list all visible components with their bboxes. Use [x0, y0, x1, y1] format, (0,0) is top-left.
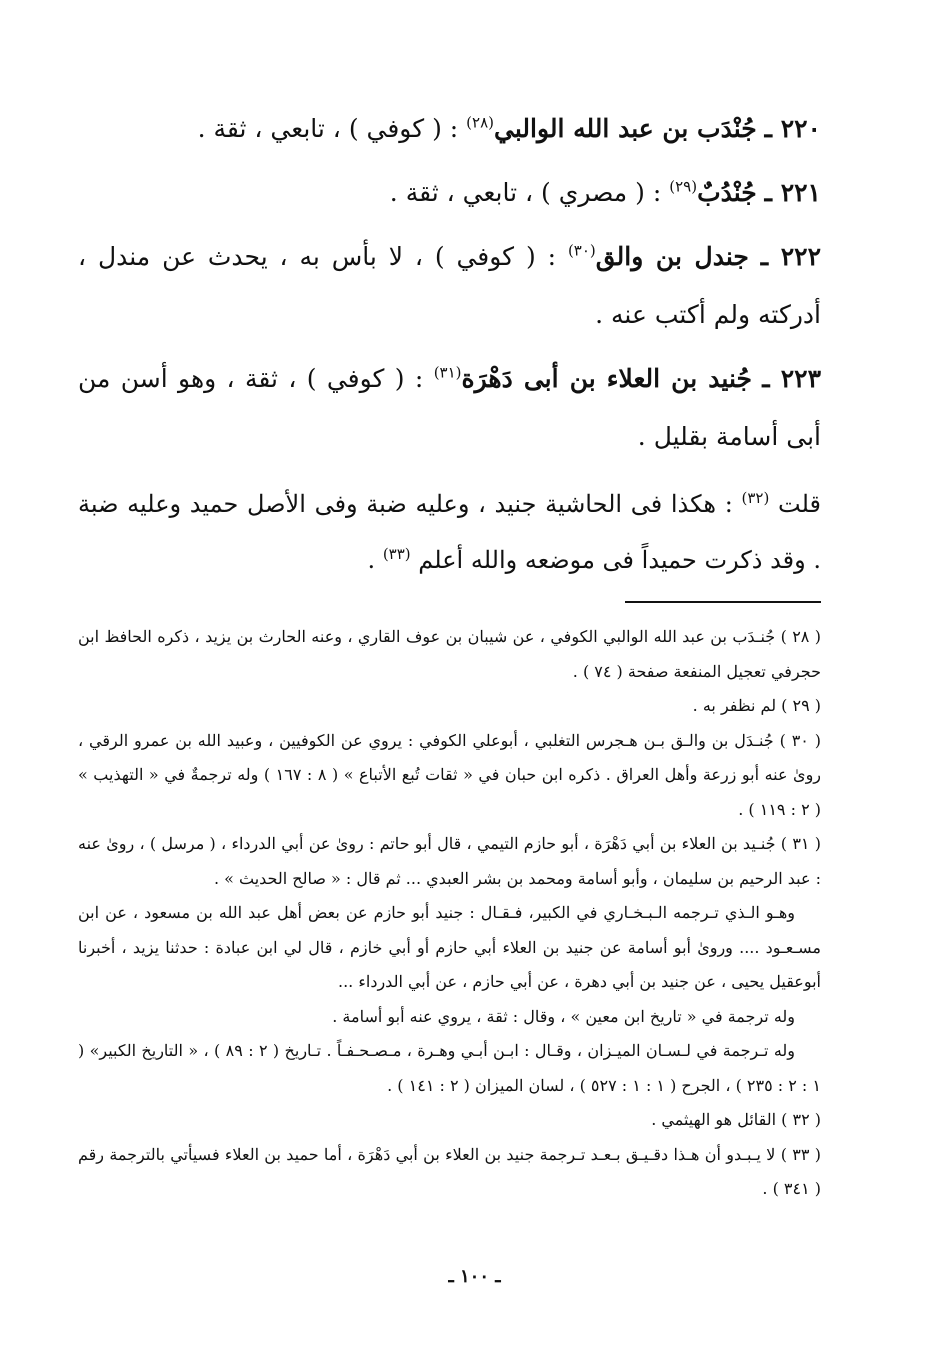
entry-name: جندل بن والق	[595, 242, 749, 271]
entry-221	[78, 164, 821, 222]
entry-text: : ( كوفي ) ، تابعي ، ثقة .	[197, 114, 459, 143]
footnote-31-cont-3: وله تـرجمة في لـسـان الميـزان ، وقـال : ابـن أبـي وهـرة ، مـصـحـفـاً . تـاريخ ( ٢ : ٨٩ ) ، « التاريخ الكبير» ( ١ : ٢ : ٢٣٥ ) ، الجرح ( ١ : ١ : ٥٢٧ ) ، لسان الميزان ( ٢ : ١٤١ ) .	[78, 1041, 821, 1095]
entry-220	[78, 100, 821, 158]
entry-text: : ( كوفي ) ، لا بأس به ، يحدث عن مندل ، أدركته ولم أكتب عنه .	[78, 242, 821, 329]
footnote-31-cont-2: وله ترجمة في « تاريخ ابن معين » ، وقال : ثقة ، يروي عنه أبو أسامة .	[332, 1006, 795, 1026]
footnote-31-cont-1: وهـو الـذي تـرجمه الـبـخـاري في الكبير، فـقـال : جنيد أبو حازم عن بعض أهل عبد الله بن مسعود ، عن ابن مسـعـود .... وروىٰ أبو أسامة عن جنيد بن العلاء أبي حازم أو أبي خازم ، قال لي ابن عبادة : حدثنا يزيد ، أخبرنا أبوعقيل يحيى ، عن جنيد بن أبي دهرة ، عن أبي حازم ، عن أبي الدرداء ...	[78, 903, 821, 991]
footnote-ref[interactable]: (٣٢)	[741, 489, 770, 507]
entry-223	[78, 350, 821, 466]
note-prefix: قلت	[778, 490, 821, 518]
footnote-ref[interactable]: (٢٨)	[466, 113, 494, 132]
footnote-divider	[625, 601, 821, 603]
entry-number: ٢٢٢ ـ	[760, 242, 822, 271]
entry-number: ٢٢١ ـ	[764, 178, 821, 207]
entry-text: : ( كوفي ) ، ثقة ، وهو أسن من أبى أسامة بقليل .	[78, 364, 821, 451]
entry-number: ٢٢٠ ـ	[764, 114, 821, 143]
footnote-33: ( ٣٣ ) لا يـبـدو أن هـذا دقـيـق بـعـد تـرجمة جنيد بن العلاء بن أبي دَهْرَة ، أما حميد بن العلاء فسيأتي بالترجمة رقم ( ٣٤١ ) .	[78, 1144, 822, 1198]
footnote-32: ( ٣٢ ) القائل هو الهيثمي .	[651, 1110, 821, 1129]
footnotes	[78, 620, 821, 1207]
entry-name: جُنْدَب بن عبد الله الوالبي	[494, 114, 757, 143]
footnote-ref[interactable]: (٣٣)	[382, 545, 411, 563]
footnote-ref[interactable]: (٣١)	[433, 363, 462, 382]
footnote-ref[interactable]: (٣٠)	[567, 241, 596, 260]
footnote-28: ( ٢٨ ) جُنـدَب بن عبد الله الوالبي الكوفي ، عن شيبان بن عوف القاري ، وعنه الحارث بن يزيد ، ذكره الحافظ ابن حجرفي تعجيل المنفعة صفحة ( ٧٤ ) .	[78, 627, 822, 681]
main-text	[78, 100, 821, 612]
editor-note	[78, 476, 821, 588]
entry-222	[78, 228, 821, 344]
footnote-31: ( ٣١ ) جُنـيد بن العلاء بن أبي دَهْرَة ، أبو حازم التيمي ، قال أبو حاتم : روىٰ عن أبي الدرداء ، ( مرسل ) ، روىٰ عنه : عبد الرحيم بن سليمان ، وأبو أسامة ومحمد بن بشر العبدي ... ثم قال : « صالح الحديث » .	[78, 834, 821, 888]
footnote-ref[interactable]: (٢٩)	[669, 177, 698, 196]
footnote-29: ( ٢٩ ) لم نظفر به .	[692, 696, 821, 715]
footnote-30: ( ٣٠ ) جُنـدَل بن والـق بـن هـجرس التغلبي ، أبوعلي الكوفي : يروي عن الكوفيين ، وعبيد الله بن عمرو الرقي ، روىٰ عنه أبو زرعة وأهل العراق . ذكره ابن حبان في « ثقات تُبع الأتباع » ( ٨ : ١٦٧ ) وله ترجمةٌ في « التهذيب » ( ٢ : ١١٩ ) .	[78, 730, 822, 819]
entry-name: جُنْدُبٌ	[697, 178, 757, 207]
entry-number: ٢٢٣ ـ	[762, 364, 822, 393]
note-end: .	[367, 546, 376, 574]
entry-text: : ( مصري ) ، تابعي ، ثقة .	[389, 178, 662, 207]
page-number: ـ ١٠٠ ـ	[448, 1266, 501, 1287]
entry-name: جُنيد بن العلاء بن أبى دَهْرَة	[461, 364, 752, 393]
note-body: : هكذا فى الحاشية جنيد ، وعليه ضبة وفى الأصل حميد وعليه ضبة . وقد ذكرت حميداً فى موضعه والله أعلم	[78, 490, 821, 574]
